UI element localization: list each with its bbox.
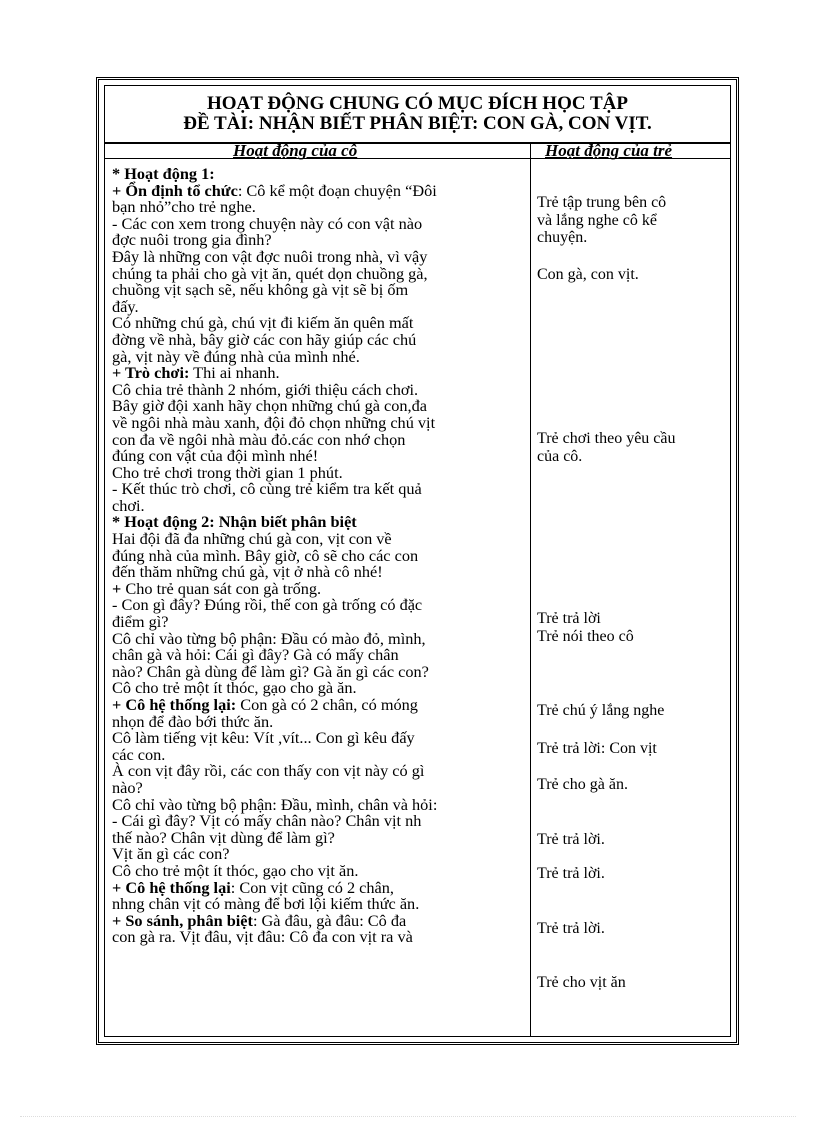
title-line-2: ĐỀ TÀI: NHẬN BIẾT PHÂN BIỆT: CON GÀ, CON VỊT. (183, 113, 652, 134)
child-activity-line: Trẻ tập trung bên cô (537, 194, 667, 211)
teacher-line-bold: + Ổn định tổ chức (112, 180, 238, 200)
teacher-line (112, 481, 524, 498)
child-activity-block (537, 920, 727, 938)
child-activity-block (537, 865, 727, 883)
teacher-line-text: Cô chỉ vào từng bộ phận: Đầu có mào đỏ, mình, (112, 628, 426, 648)
teacher-line-bold: * Hoạt động 2: Nhận biết phân biệt (112, 512, 357, 532)
teacher-line-text: Có những chú gà, chú vịt đi kiếm ăn quên mất (112, 313, 414, 333)
teacher-line-text: đúng nhà của mình. Bây giờ, cô sẽ cho các con (112, 545, 419, 565)
teacher-line-text: con đa về ngôi nhà màu đỏ.các con nhớ chọn (112, 429, 406, 449)
child-activity-block (537, 702, 727, 720)
teacher-line (112, 763, 524, 780)
teacher-line-text: À con vịt đây rồi, các con thấy con vịt này có gì (112, 761, 425, 781)
teacher-line-text: nhng chân vịt có màng để bơi lội kiếm thức ăn. (112, 894, 420, 914)
teacher-line-text: thế nào? Chân vịt dùng để làm gì? (112, 827, 335, 847)
teacher-line-text: đúng con vật của đội mình nhé! (112, 446, 319, 466)
child-column-header: Hoạt động của trẻ (545, 141, 673, 160)
child-activity-block (537, 740, 727, 758)
teacher-line-text: nào? (112, 777, 143, 797)
teacher-line-text: Vịt ăn gì các con? (112, 844, 230, 864)
teacher-line-text: nhọn để đào bới thức ăn. (112, 711, 274, 731)
teacher-line-text: chuồng vịt sạch sẽ, nếu không gà vịt sẽ bị ốm (112, 280, 409, 300)
teacher-line-text: về ngôi nhà màu xanh, đội đỏ chọn những chú vịt (112, 412, 436, 432)
teacher-line-text: con gà ra. Vịt đâu, vịt đâu: Cô đa con vịt ra và (112, 927, 413, 947)
teacher-line-text: Cô chỉ vào từng bộ phận: Đầu, mình, chân và hỏi: (112, 794, 438, 814)
teacher-line-text: Cô cho trẻ một ít thóc, gạo cho vịt ăn. (112, 860, 359, 880)
lesson-table (96, 77, 739, 1045)
teacher-line-text: chân gà và hỏi: Cái gì đây? Gà có mấy chân (112, 645, 399, 665)
child-activity-line: Trẻ cho vịt ăn (537, 974, 626, 991)
teacher-line-text: đợc nuôi trong gia đình? (112, 230, 272, 250)
teacher-line-text: Con gà có 2 chân, có móng (236, 695, 418, 714)
child-activity-line: chuyện. (537, 229, 588, 246)
teacher-line-text: Cho trẻ quan sát con gà trống. (121, 578, 322, 598)
teacher-line-text: bạn nhỏ”cho trẻ nghe. (112, 197, 256, 217)
teacher-line-text: nào? Chân gà dùng để làm gì? Gà ăn gì các con? (112, 661, 429, 681)
teacher-line-text: gà, vịt này về đúng nhà của mình nhé. (112, 346, 360, 366)
child-activity-block (537, 776, 727, 794)
child-activity-line: Trẻ trả lời. (537, 831, 605, 848)
child-activity-line: Trẻ trả lời. (537, 865, 605, 882)
teacher-line-text: Hai đội đã đa những chú gà con, vịt con về (112, 529, 392, 549)
child-activity-block (537, 610, 727, 645)
child-activity-line: và lắng nghe cô kể (537, 211, 657, 229)
teacher-line (112, 929, 524, 946)
teacher-line-text: - Cái gì đây? Vịt có mấy chân nào? Chân vịt nh (112, 811, 422, 831)
child-activity-line: Trẻ trả lời. (537, 920, 605, 937)
teacher-line-text: Cô làm tiếng vịt kêu: Vít ,vít... Con gì kêu đấy (112, 728, 415, 748)
teacher-line-text: : Cô kể một đoạn chuyện “Đôi (237, 180, 437, 200)
teacher-line-bold: + Cô hệ thống lại: (112, 695, 237, 714)
title-line-1: HOẠT ĐỘNG CHUNG CÓ MỤC ĐÍCH HỌC TẬP (206, 93, 628, 114)
teacher-line-bold: + Cô hệ thống lại (112, 877, 231, 897)
child-activity-block (537, 266, 727, 284)
child-activity-line: của cô. (537, 447, 583, 465)
teacher-line-text: - Các con xem trong chuyện này có con vật nào (112, 213, 423, 233)
teacher-line-text: : Gà đâu, gà đâu: Cô đa (252, 910, 407, 930)
child-activity-line: Trẻ cho gà ăn. (537, 776, 628, 793)
teacher-line-text: Đây là những con vật đợc nuôi trong nhà, vì vậy (112, 246, 428, 266)
lesson-table-inner (104, 85, 731, 1037)
page-title (105, 94, 730, 134)
teacher-activity-column (112, 166, 524, 946)
teacher-line-bold: + (112, 578, 122, 598)
teacher-line-text: : Con vịt cũng có 2 chân, (230, 877, 394, 897)
teacher-column-header: Hoạt động của cô (233, 141, 358, 160)
teacher-line (112, 730, 524, 747)
teacher-line (112, 282, 524, 299)
teacher-line-text: Cho trẻ chơi trong thời gian 1 phút. (112, 462, 343, 482)
child-activity-line: Con gà, con vịt. (537, 266, 639, 283)
child-activity-block (537, 831, 727, 849)
child-activity-line: Trẻ nói theo cô (537, 627, 634, 645)
teacher-line-bold: + Trò chơi: (112, 363, 190, 383)
column-divider (530, 142, 531, 1036)
child-activity-block (537, 974, 727, 992)
teacher-line-text: các con. (112, 744, 166, 764)
teacher-line-text: đến thăm những chú gà, vịt ở nhà cô nhé! (112, 562, 383, 582)
child-activity-line: Trẻ trả lời (537, 610, 601, 627)
child-activity-line: Trẻ chú ý lắng nghe (537, 702, 665, 719)
child-activity-block (537, 430, 727, 465)
teacher-line-text: chúng ta phải cho gà vịt ăn, quét dọn chuồng gà, (112, 263, 428, 283)
teacher-line-text: đờng về nhà, bây giờ các con hãy giúp các chú (112, 329, 417, 349)
child-activity-block (537, 194, 727, 247)
teacher-line-text: đấy. (112, 296, 139, 316)
teacher-line (112, 597, 524, 614)
teacher-line-text: - Kết thúc trò chơi, cô cùng trẻ kiểm tra kết quả (112, 479, 422, 499)
child-activity-line: Trẻ trả lời: Con vịt (537, 740, 657, 757)
teacher-line-text: Cô chia trẻ thành 2 nhóm, giới thiệu cách chơi. (112, 379, 419, 399)
teacher-line-text: chơi. (112, 495, 145, 515)
teacher-line-text: Thi ai nhanh. (189, 363, 280, 383)
child-activity-line: Trẻ chơi theo yêu cầu (537, 430, 676, 447)
teacher-line-text: Cô cho trẻ một ít thóc, gạo cho gà ăn. (112, 678, 357, 698)
page-footer-rule (20, 1116, 796, 1117)
teacher-line-text: Bây giờ đội xanh hãy chọn những chú gà con,đa (112, 396, 427, 416)
teacher-line-bold: * Hoạt động 1: (112, 164, 215, 183)
teacher-line-text: - Con gì đây? Đúng rồi, thế con gà trống có đặc (112, 595, 423, 615)
teacher-line-text: điểm gì? (112, 612, 169, 632)
teacher-line-bold: + So sánh, phân biệt (112, 910, 253, 930)
